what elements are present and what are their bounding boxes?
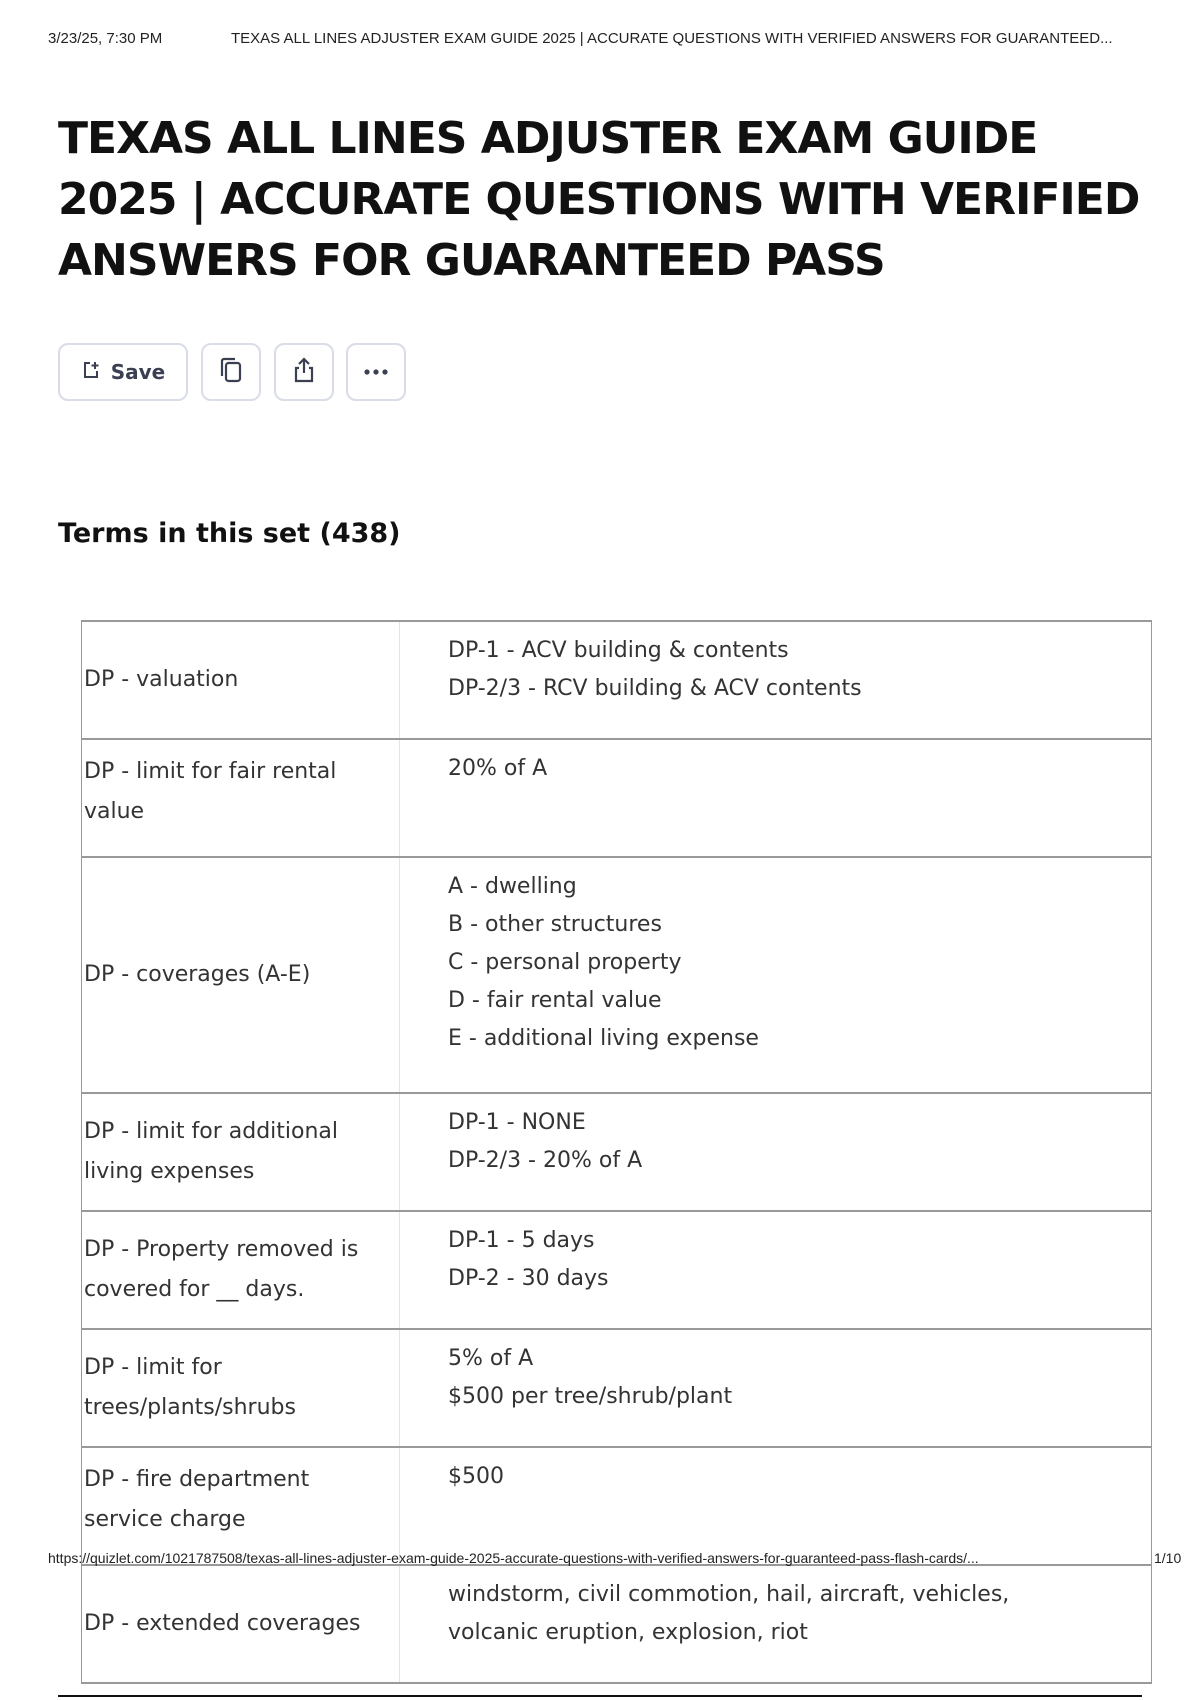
- definition-line: C - personal property: [448, 950, 682, 975]
- table-row: [82, 1093, 1152, 1211]
- term-cell: DP - limit for fair rental value: [82, 739, 400, 857]
- definition-line: A - dwelling: [448, 874, 577, 899]
- copy-icon: [218, 356, 244, 389]
- definition-line: D - fair rental value: [448, 988, 662, 1013]
- definition-line: B - other structures: [448, 912, 662, 937]
- share-icon: [291, 356, 317, 389]
- definition-line: E - additional living expense: [448, 1026, 759, 1051]
- table-row: [82, 1329, 1152, 1447]
- definition-cell: [400, 621, 1152, 739]
- print-date: 3/23/25, 7:30 PM: [48, 30, 163, 47]
- definition-line: windstorm, civil commotion, hail, aircraft, vehicles,: [448, 1582, 1010, 1607]
- definition-line: DP-1 - 5 days: [448, 1228, 595, 1253]
- definition-line: DP-2 - 30 days: [448, 1266, 609, 1291]
- save-button[interactable]: [58, 343, 188, 401]
- term-cell: DP - coverages (A-E): [82, 857, 400, 1093]
- divider: [58, 1695, 1142, 1697]
- table-row: [82, 857, 1152, 1093]
- more-icon: [363, 363, 389, 381]
- save-icon: [81, 360, 101, 385]
- definition-line: $500: [448, 1464, 504, 1489]
- page-number: 1/10: [1154, 1550, 1182, 1566]
- table-row: [82, 1447, 1152, 1565]
- table-row: [82, 621, 1152, 739]
- definition-line: DP-1 - NONE: [448, 1110, 586, 1135]
- term-cell: DP - extended coverages: [82, 1565, 400, 1683]
- definition-line: DP-2/3 - RCV building & ACV contents: [448, 676, 862, 701]
- copy-button[interactable]: [201, 343, 261, 401]
- page-title: TEXAS ALL LINES ADJUSTER EXAM GUIDE 2025 | ACCURATE QUESTIONS WITH VERIFIED ANSWERS FOR GUARANTEED PASS: [58, 113, 1140, 286]
- terms-heading: Terms in this set (438): [58, 518, 401, 549]
- share-button[interactable]: [274, 343, 334, 401]
- term-cell: DP - valuation: [82, 621, 400, 739]
- definition-cell: [400, 1093, 1152, 1211]
- definition-cell: [400, 1565, 1152, 1683]
- definition-line: 20% of A: [448, 756, 548, 781]
- print-title: TEXAS ALL LINES ADJUSTER EXAM GUIDE 2025 | ACCURATE QUESTIONS WITH VERIFIED ANSWERS FOR GUARANTEED...: [231, 30, 1113, 47]
- save-label: Save: [110, 360, 166, 384]
- table-row: [82, 1211, 1152, 1329]
- definition-cell: [400, 1447, 1152, 1565]
- definition-line: $500 per tree/shrub/plant: [448, 1384, 733, 1409]
- definition-cell: [400, 857, 1152, 1093]
- term-cell: DP - limit for trees/plants/shrubs: [82, 1329, 400, 1447]
- print-url: https://quizlet.com/1021787508/texas-all-lines-adjuster-exam-guide-2025-accurate-questions-with-verified-answers-for-guaranteed-pass-flash-cards/...: [48, 1550, 979, 1566]
- table-row: [82, 739, 1152, 857]
- definition-line: DP-2/3 - 20% of A: [448, 1148, 643, 1173]
- definition-line: DP-1 - ACV building & contents: [448, 638, 789, 663]
- definition-cell: [400, 1329, 1152, 1447]
- term-cell: DP - fire department service charge: [82, 1447, 400, 1565]
- term-cell: DP - Property removed is covered for __ days.: [82, 1211, 400, 1329]
- term-cell: DP - limit for additional living expenses: [82, 1093, 400, 1211]
- terms-table: [81, 620, 1152, 1684]
- definition-line: 5% of A: [448, 1346, 534, 1371]
- definition-cell: [400, 1211, 1152, 1329]
- definition-cell: [400, 739, 1152, 857]
- definition-line: volcanic eruption, explosion, riot: [448, 1620, 808, 1645]
- table-row: [82, 1565, 1152, 1683]
- more-options-button[interactable]: [346, 343, 406, 401]
